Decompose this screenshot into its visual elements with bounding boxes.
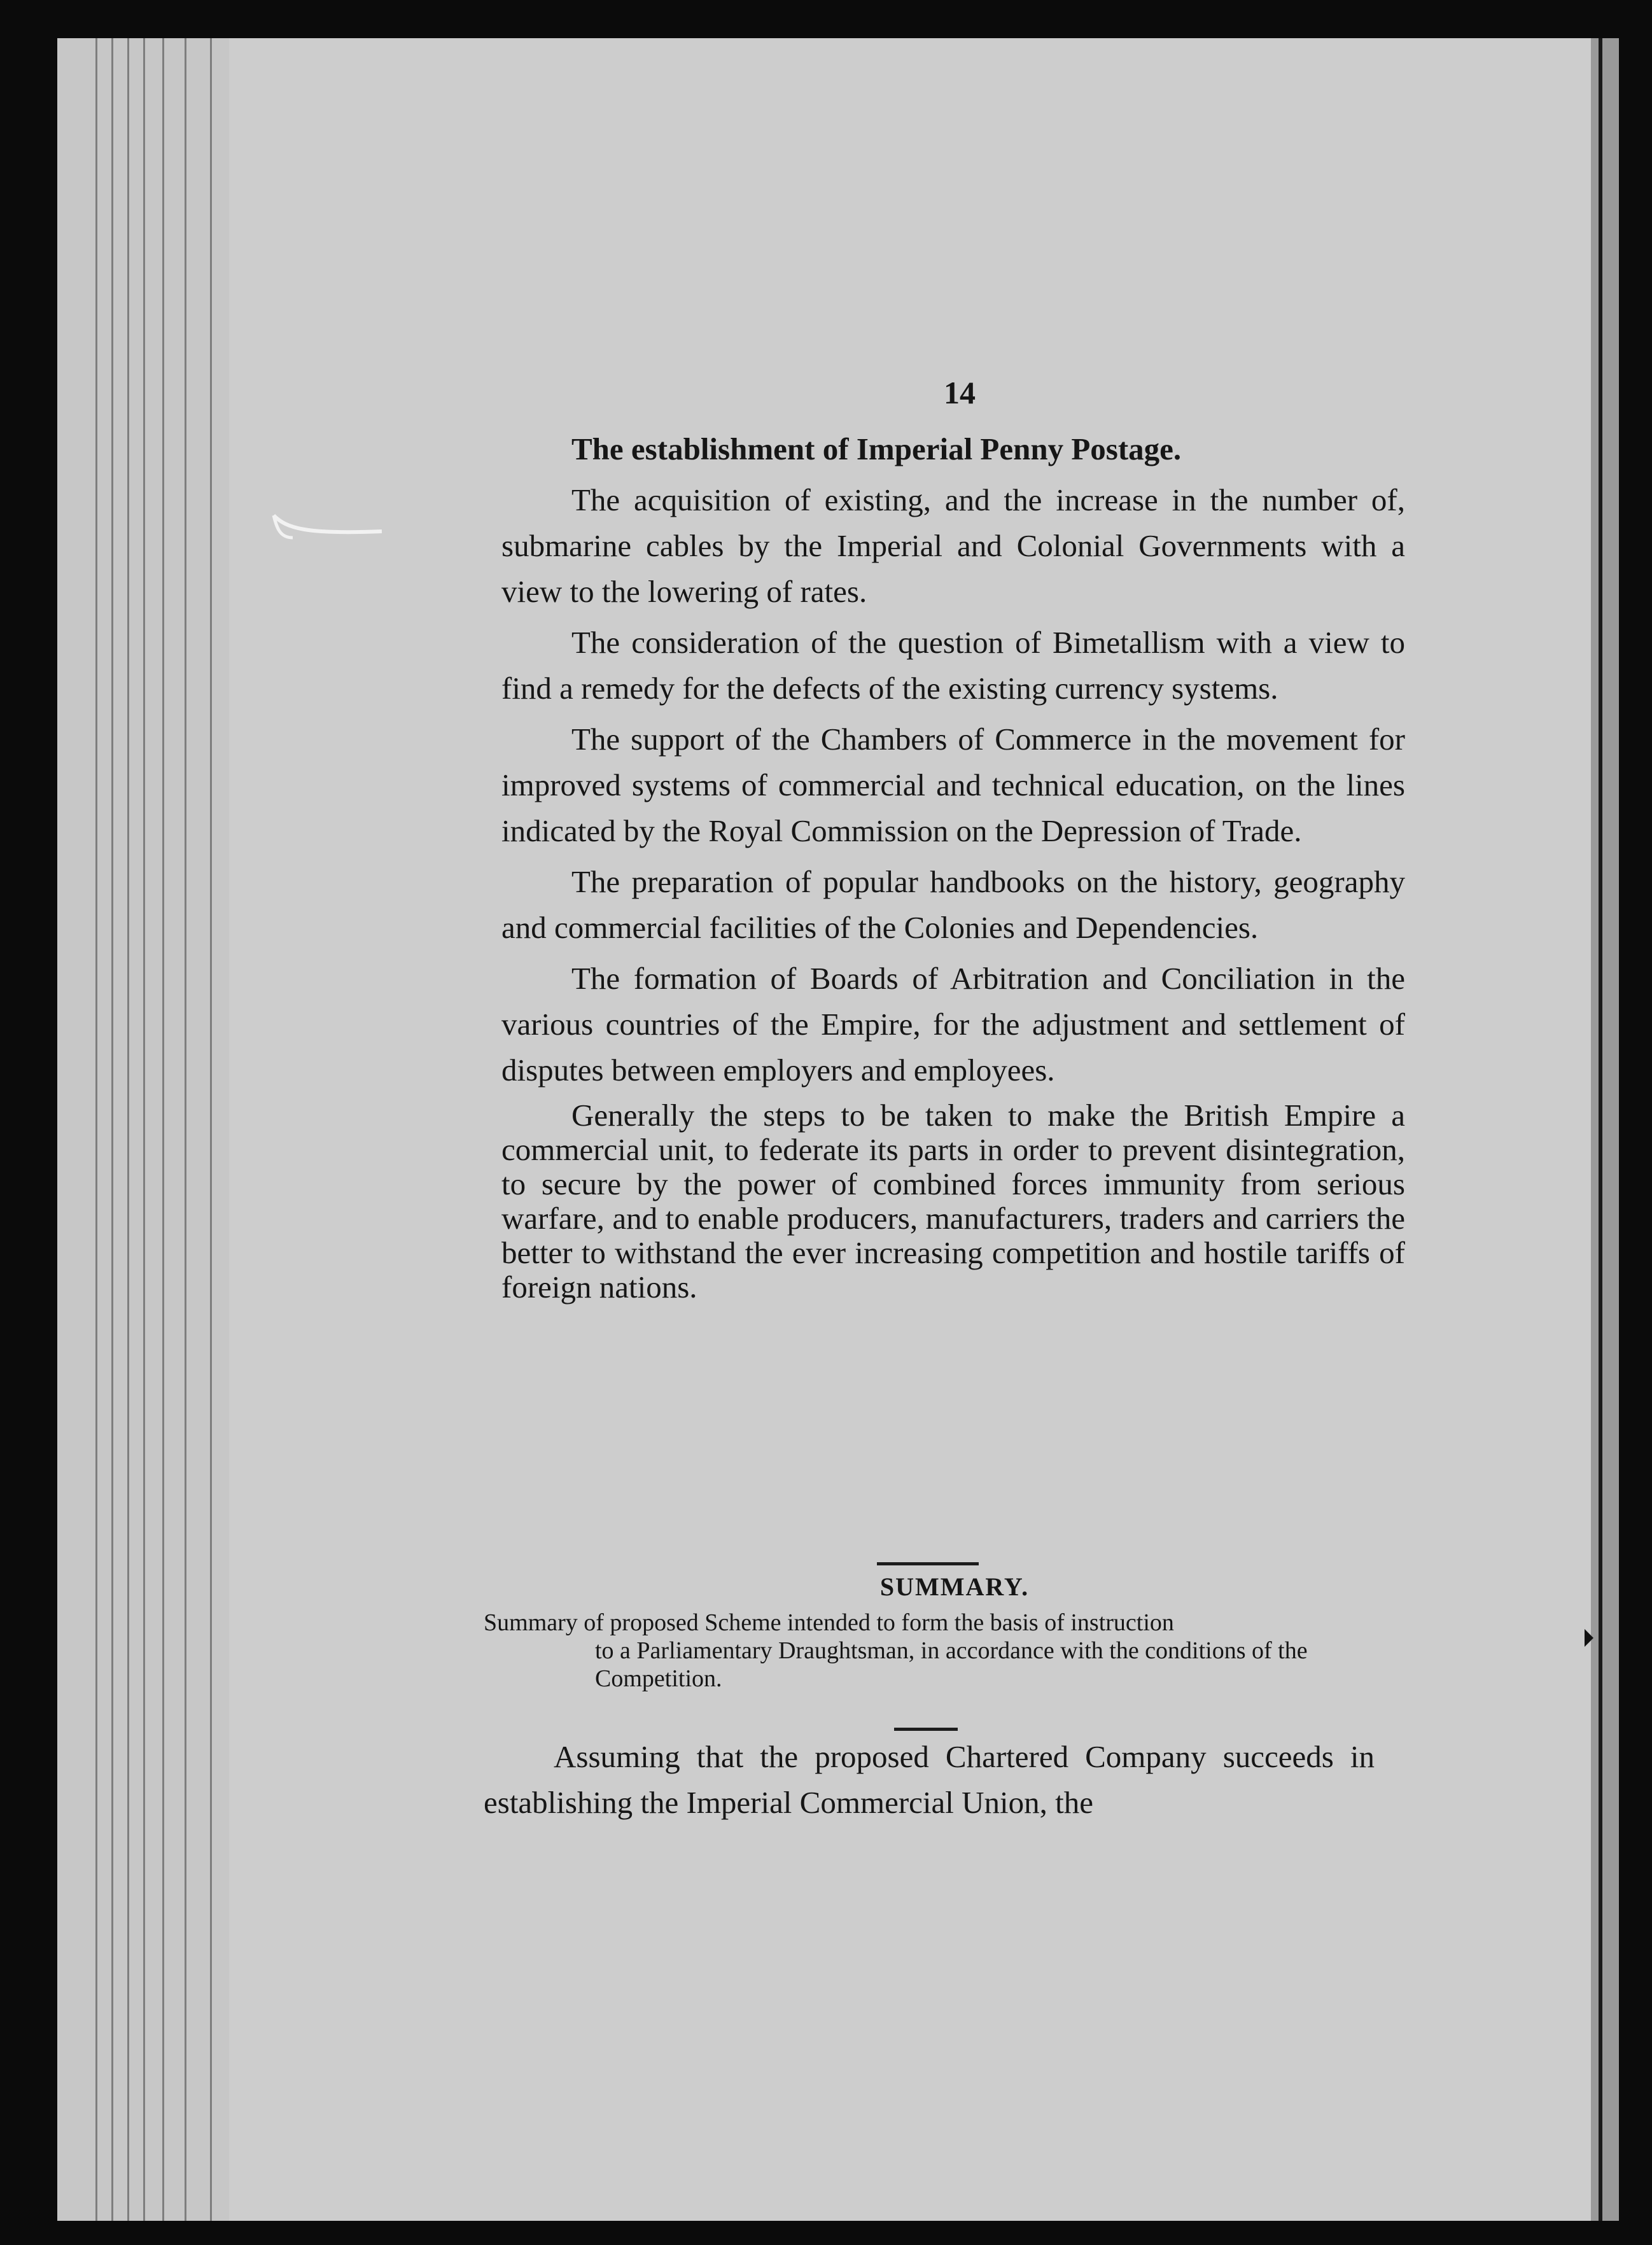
paragraph: The consideration of the question of Bimetallism with a view to find a remedy for the defects of the existing currency systems. bbox=[501, 625, 1405, 706]
paragraph: The establishment of Imperial Penny Postage. bbox=[571, 431, 1182, 466]
page-edge-line bbox=[185, 38, 186, 2221]
summary-note-line: Summary of proposed Scheme intended to form the basis of instruction bbox=[484, 1609, 1174, 1636]
summary-note-line: to a Parliamentary Draughtsman, in accordance with the conditions of the Competition. bbox=[595, 1637, 1308, 1692]
paragraph: The preparation of popular handbooks on the history, geography and commercial facilities of the Colonies and Dependencies. bbox=[501, 864, 1405, 945]
page-stack-edges bbox=[57, 38, 235, 2221]
page-number: 14 bbox=[944, 375, 976, 410]
scan-border-bottom bbox=[0, 2221, 1652, 2245]
paragraph: The acquisition of existing, and the increase in the number of, submarine cables by the Imperial and Colonial Governments with a view to the lowering of rates. bbox=[501, 482, 1405, 609]
divider-rule bbox=[894, 1728, 958, 1731]
page-right-shadow bbox=[1591, 38, 1619, 2221]
page-edge-line bbox=[210, 38, 212, 2221]
page-spine-line bbox=[1599, 38, 1602, 2221]
page-edge-line bbox=[127, 38, 129, 2221]
paper-mark bbox=[267, 503, 388, 547]
paragraph: Generally the steps to be taken to make the British Empire a commercial unit, to federate its parts in order to prevent disintegration, to secure by the power of combined forces immunity from serious warfare, and to enable producers, manufacturers, traders and carriers the better to withstand the ever increasing competition and hostile tariffs of foreign nations. bbox=[501, 1098, 1405, 1304]
paragraph: The support of the Chambers of Commerce in the movement for improved systems of commercial and technical education, on the lines indicated by the Royal Commission on the Depression of Trade. bbox=[501, 722, 1405, 848]
summary-note bbox=[484, 1609, 1381, 1693]
page-edge-line bbox=[111, 38, 113, 2221]
page-edge-line bbox=[143, 38, 145, 2221]
summary-heading: SUMMARY. bbox=[879, 1572, 1030, 1601]
scan-edge-notch bbox=[1585, 1629, 1593, 1647]
closing-text bbox=[484, 1734, 1375, 1826]
scan-border-left bbox=[0, 0, 57, 2245]
body-text bbox=[501, 426, 1405, 1310]
paragraph: The formation of Boards of Arbitration and Conciliation in the various countries of the Empire, for the adjustment and settlement of disputes between employers and employees. bbox=[501, 961, 1405, 1088]
scan-border-top bbox=[0, 0, 1652, 38]
page-edge-line bbox=[95, 38, 97, 2221]
paragraph: Assuming that the proposed Chartered Company succeeds in establishing the Imperial Commercial Union, the bbox=[484, 1739, 1375, 1820]
scan-border-right bbox=[1619, 0, 1652, 2245]
page-edge-line bbox=[162, 38, 164, 2221]
divider-rule bbox=[877, 1562, 979, 1565]
